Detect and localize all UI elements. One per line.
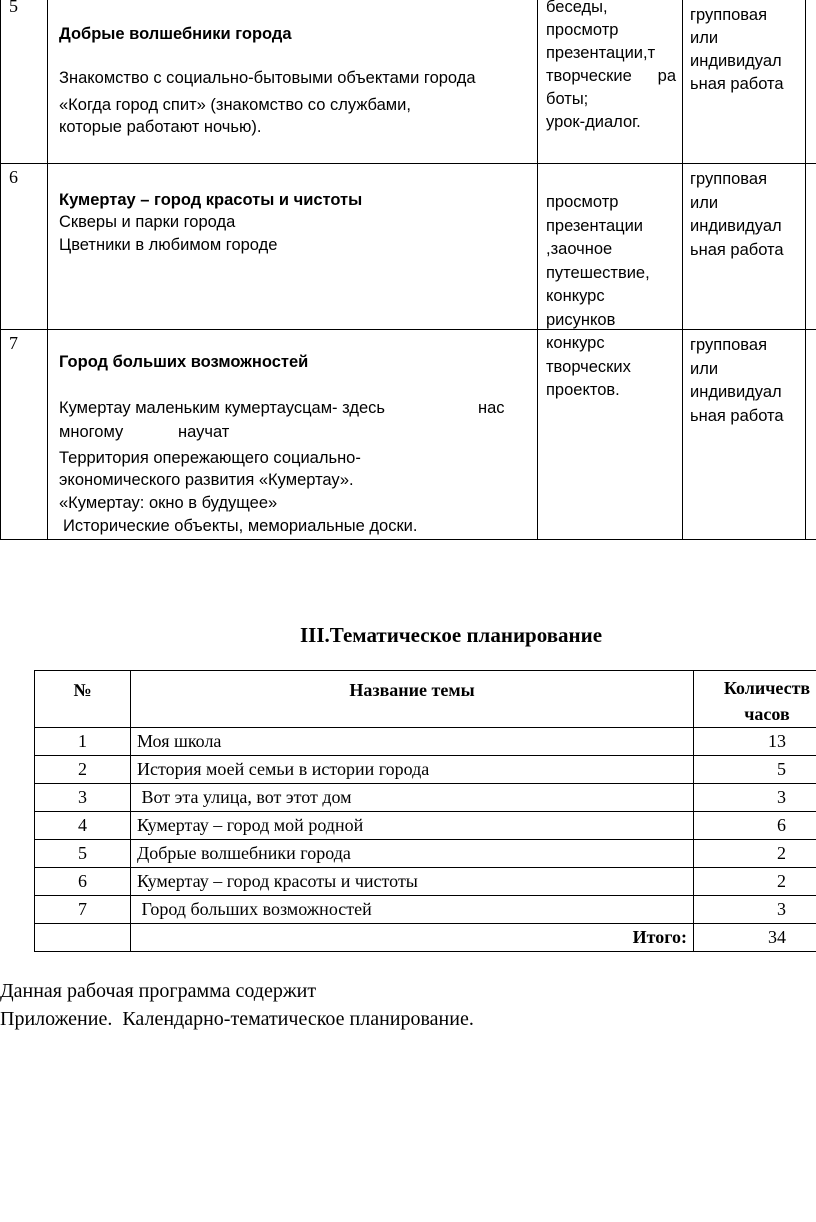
topic-line: нас: [478, 399, 505, 417]
topic-line: «Когда город спит» (знакомство со службами,: [59, 96, 411, 114]
row-num: 4: [35, 812, 131, 840]
row-num: 6: [35, 868, 131, 896]
table-row: [35, 756, 816, 784]
column-divider: [0, 0, 1, 540]
work-line: или: [690, 359, 719, 378]
topic-line: научат: [178, 423, 230, 441]
row-number: 7: [9, 333, 18, 353]
row-name: Город больших возможностей: [131, 896, 694, 924]
row-name: Вот эта улица, вот этот дом: [131, 784, 694, 812]
row-number: 6: [9, 167, 18, 187]
work-line: или: [690, 193, 719, 212]
table-row: [35, 784, 816, 812]
row-name: История моей семьи в истории города: [131, 756, 694, 784]
table-row: [35, 868, 816, 896]
work-line: ьная работа: [690, 240, 784, 259]
form-line: конкурс: [546, 287, 605, 305]
total-row: [35, 924, 816, 952]
topic-line: Территория опережающего социально-: [59, 449, 361, 467]
form-line: ,заочное: [546, 240, 613, 258]
header-name: Название темы: [131, 671, 694, 728]
work-line: групповая: [690, 170, 767, 188]
work-line: ьная работа: [690, 75, 784, 93]
row-title: Город больших возможностей: [59, 353, 309, 371]
row-hours: 5: [694, 756, 816, 784]
row-num: 5: [35, 840, 131, 868]
form-line: урок-диалог.: [546, 113, 641, 131]
topic-line: многому: [59, 423, 124, 441]
total-value: 34: [694, 924, 816, 952]
row-title: Добрые волшебники города: [59, 25, 292, 43]
form-line: просмотр: [546, 21, 619, 39]
header-hours: [694, 671, 816, 728]
row-num: 2: [35, 756, 131, 784]
row-num: 3: [35, 784, 131, 812]
work-line: групповая: [690, 6, 767, 24]
section-title: III.Тематическое планирование: [300, 623, 603, 647]
table-row: [35, 840, 816, 868]
form-line: проектов.: [546, 381, 620, 399]
work-line: индивидуал: [690, 217, 782, 235]
topic-line: Цветники в любимом городе: [59, 236, 278, 254]
topic-line: которые работают ночью).: [59, 118, 262, 136]
row-hours: 3: [694, 784, 816, 812]
theme-table-header: [35, 671, 816, 728]
topic-line: Исторические объекты, мемориальные доски.: [63, 517, 418, 535]
row-hours: 13: [694, 728, 816, 756]
header-hours-line: Количеств: [723, 678, 811, 698]
row-hours: 2: [694, 868, 816, 896]
row-hours: 6: [694, 812, 816, 840]
row-hours: 3: [694, 896, 816, 924]
topic-line: экономического развития «Кумертау».: [59, 471, 354, 489]
row-num: 1: [35, 728, 131, 756]
form-cell: [546, 191, 650, 332]
form-cell: [546, 332, 631, 403]
work-line: ьная работа: [690, 406, 784, 425]
row-num: 7: [35, 896, 131, 924]
header-num: №: [35, 671, 131, 728]
topic-line: Кумертау маленьким кумертаусцам- здесь: [59, 399, 385, 417]
footer-line: Приложение. Календарно-тематическое планирование.: [0, 1008, 474, 1030]
footer-line: Данная рабочая программа содержит: [0, 980, 317, 1002]
form-line: конкурс: [546, 334, 605, 352]
table-row: [35, 812, 816, 840]
work-line: или: [690, 29, 719, 47]
table-row: [35, 896, 816, 924]
row-name: Кумертау – город красоты и чистоты: [131, 868, 694, 896]
table-bottom-border: [0, 539, 816, 540]
row-name: Кумертау – город мой родной: [131, 812, 694, 840]
work-cell: [690, 334, 784, 428]
topic-line: Скверы и парки города: [59, 213, 236, 231]
form-line: боты;: [546, 90, 589, 108]
topic-line: «Кумертау: окно в будущее»: [59, 494, 278, 512]
table-row: [35, 728, 816, 756]
row-hours: 2: [694, 840, 816, 868]
row-title: Кумертау – город красоты и чистоты: [59, 191, 363, 209]
form-line: беседы,: [546, 0, 608, 16]
theme-table: [34, 670, 816, 952]
column-divider: [682, 0, 683, 540]
program-table: [0, 0, 816, 540]
work-line: индивидуал: [690, 383, 782, 401]
form-line: рисунков: [546, 310, 616, 329]
work-cell: [690, 168, 784, 262]
form-line: творческие ра: [546, 67, 676, 85]
column-divider: [805, 0, 806, 540]
column-divider: [537, 0, 538, 540]
form-line: презентации,т: [546, 44, 656, 62]
row-number: 5: [9, 0, 18, 16]
row-name: Добрые волшебники города: [131, 840, 694, 868]
form-cell: [546, 0, 676, 134]
form-line: просмотр: [546, 193, 619, 211]
total-empty-cell: [35, 924, 131, 952]
form-line: творческих: [546, 357, 631, 376]
row-divider: [0, 163, 816, 164]
row-name: Моя школа: [131, 728, 694, 756]
form-line: презентации: [546, 216, 644, 235]
total-label: Итого:: [131, 924, 694, 952]
header-hours-line: часов: [744, 704, 790, 724]
row-divider: [0, 329, 816, 330]
column-divider: [47, 0, 48, 540]
work-line: групповая: [690, 336, 767, 354]
work-cell: [690, 4, 784, 96]
topic-line: Знакомство с социально-бытовыми объектами города: [59, 69, 476, 87]
work-line: индивидуал: [690, 52, 782, 70]
form-line: путешествие,: [546, 263, 650, 282]
